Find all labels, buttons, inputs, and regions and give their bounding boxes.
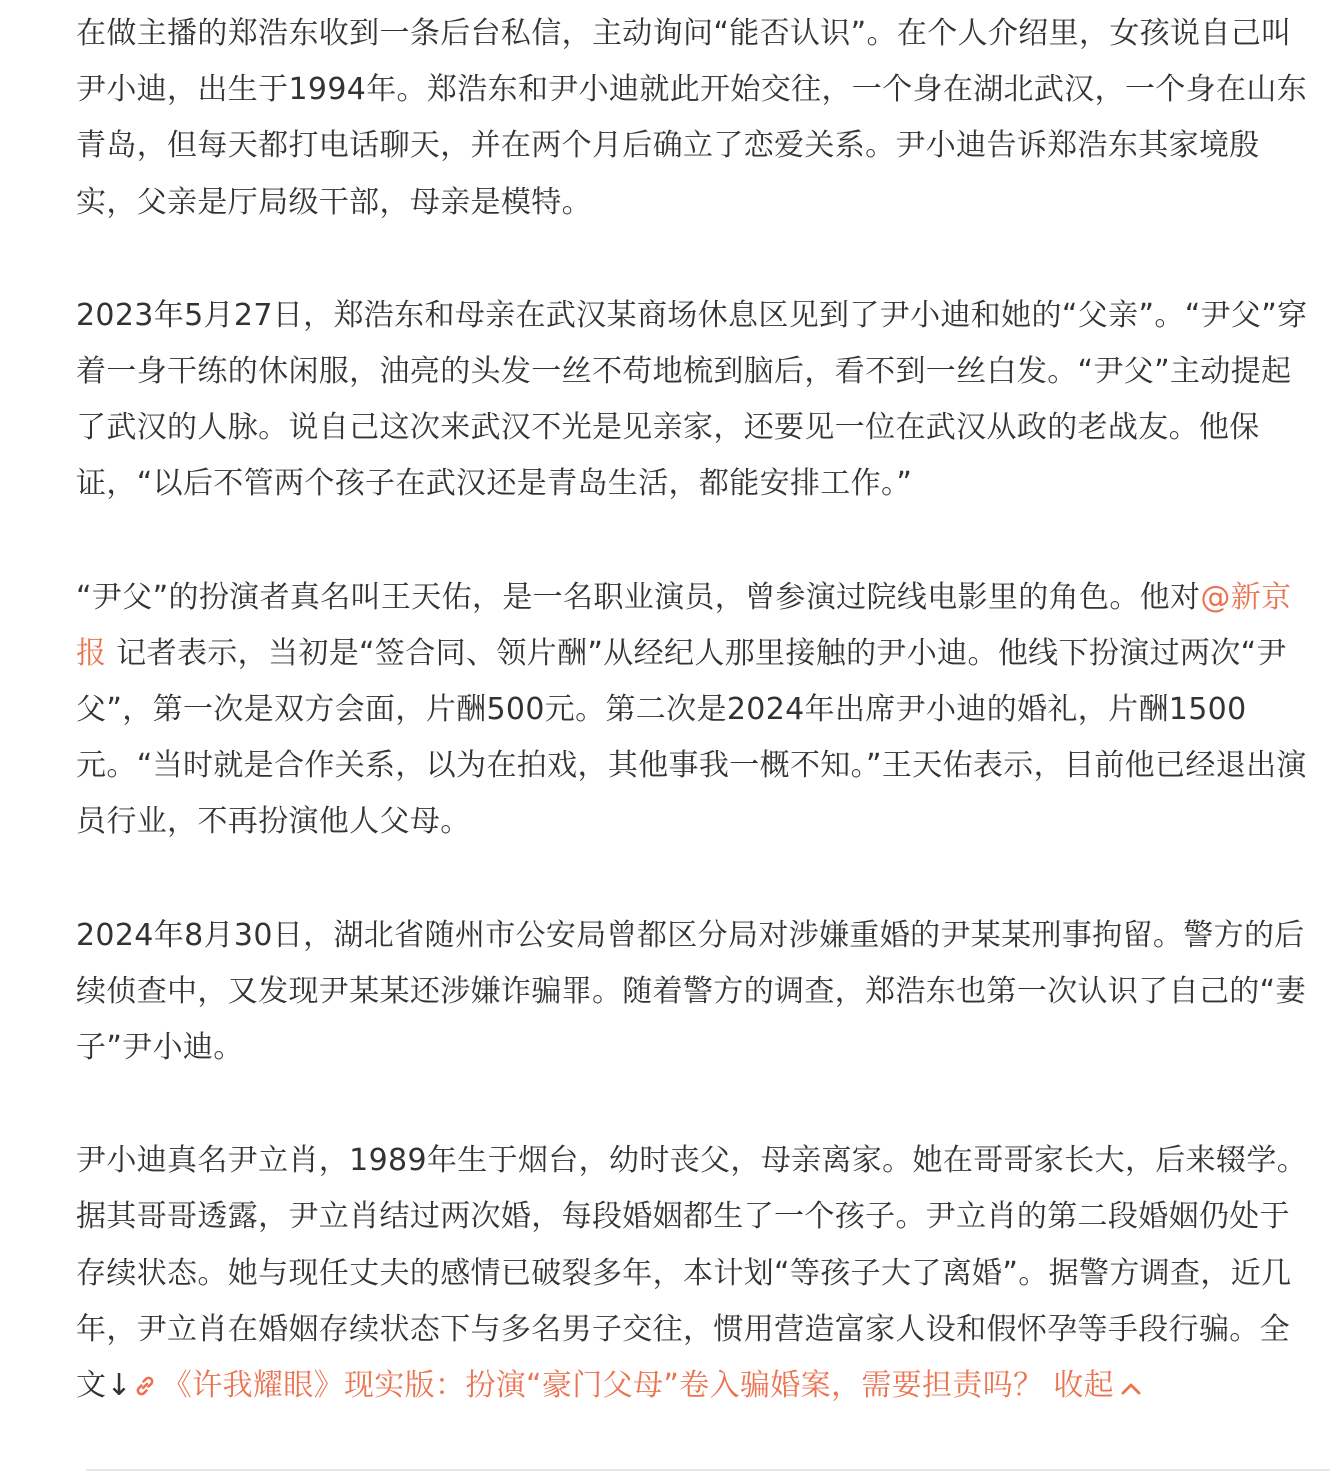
paragraph-1: 在做主播的郑浩东收到一条后台私信，主动询问“能否认识”。在个人介绍里，女孩说自己叫尹小迪，出生于1994年。郑浩东和尹小迪就此开始交往，一个身在湖北武汉，一个身在山东青岛，但每天都打电话聊天，并在两个月后确立了恋爱关系。尹小迪告诉郑浩东其家境殷实，父亲是厅局级干部，母亲是模特。 bbox=[76, 16, 1308, 220]
link-icon bbox=[132, 1373, 158, 1399]
paragraph-3-text-after: 记者表示，当初是“签合同、领片酬”从经纪人那里接触的尹小迪。他线下扮演过两次“尹父”，第一次是双方会面，片酬500元。第二次是2024年出席尹小迪的婚礼，片酬1500元。“当时就是合作关系，以为在拍戏，其他事我一概不知。”王天佑表示，目前他已经退出演员行业，不再扮演他人父母。 bbox=[76, 635, 1307, 840]
paragraph-4: 2024年8月30日，湖北省随州市公安局曾都区分局对涉嫌重婚的尹某某刑事拘留。警方的后续侦查中，又发现尹某某还涉嫌诈骗罪。随着警方的调查，郑浩东也第一次认识了自己的“妻子”尹小迪。 bbox=[76, 917, 1306, 1066]
collapse-label: 收起 bbox=[1053, 1368, 1115, 1404]
mention-link[interactable]: @新京报 bbox=[76, 579, 1292, 671]
collapse-button[interactable] bbox=[1053, 1368, 1142, 1403]
chevron-up-icon bbox=[1120, 1381, 1142, 1397]
post-body bbox=[76, 6, 1316, 1414]
paragraph-3 bbox=[76, 570, 1316, 851]
paragraph-5 bbox=[76, 1133, 1316, 1414]
fulltext-label: 全文↓ bbox=[76, 1311, 1291, 1404]
article-link[interactable] bbox=[132, 1368, 1044, 1403]
paragraph-3-text-before: “尹父”的扮演者真名叫王天佑，是一名职业演员，曾参演过院线电影里的角色。他对 bbox=[76, 579, 1201, 615]
paragraph-2: 2023年5月27日，郑浩东和母亲在武汉某商场休息区见到了尹小迪和她的“父亲”。“尹父”穿着一身干练的休闲服，油亮的头发一丝不苟地梳到脑后，看不到一丝白发。“尹父”主动提起了武汉的人脉。说自己这次来武汉不光是见亲家，还要见一位在武汉从政的老战友。他保证，“以后不管两个孩子在武汉还是青岛生活，都能安排工作。” bbox=[76, 297, 1308, 502]
divider bbox=[86, 1469, 1330, 1471]
paragraph-5-text: 尹小迪真名尹立肖，1989年生于烟台，幼时丧父，母亲离家。她在哥哥家长大，后来辍学。据其哥哥透露，尹立肖结过两次婚，每段婚姻都生了一个孩子。尹立肖的第二段婚姻仍处于存续状态。她与现任丈夫的感情已破裂多年，本计划“等孩子大了离婚”。据警方调查，近几年，尹立肖在婚姻存续状态下与多名男子交往，惯用营造富家人设和假怀孕等手段行骗。 bbox=[76, 1143, 1308, 1347]
article-link-title: 《许我耀眼》现实版：扮演“豪门父母”卷入骗婚案，需要担责吗？ bbox=[161, 1368, 1044, 1404]
